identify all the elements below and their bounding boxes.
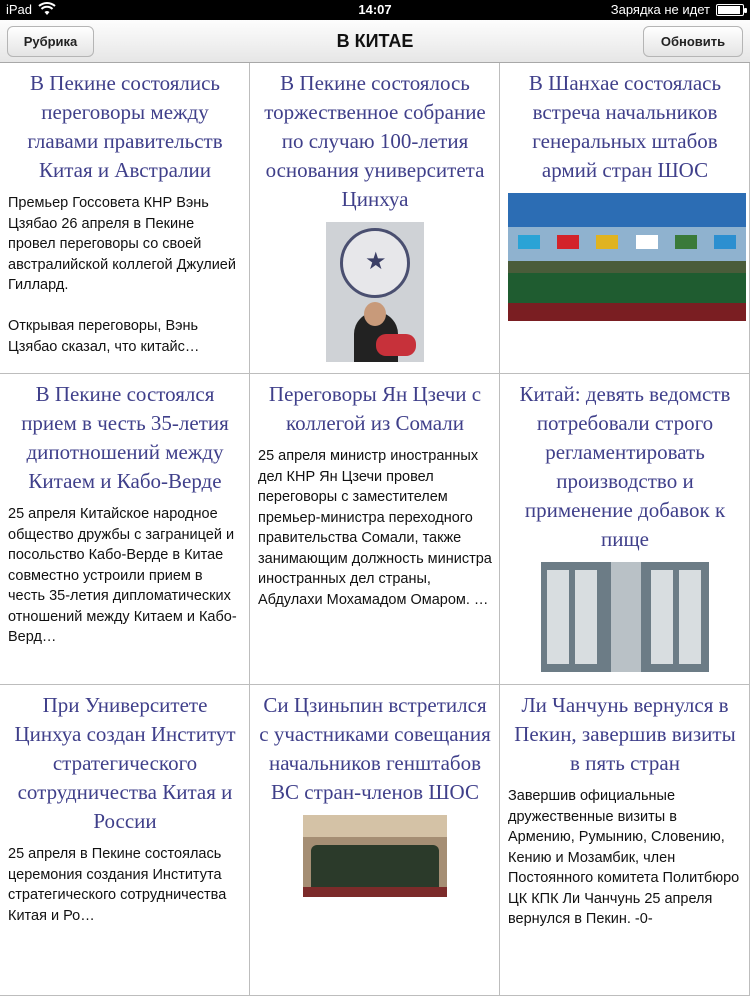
university-seal-icon <box>340 228 410 298</box>
category-button[interactable]: Рубрика <box>7 26 94 57</box>
news-headline[interactable]: В Пекине состоялся прием в честь 35-летия дипотношений между Китаем и Кабо-Верде <box>21 382 229 493</box>
news-summary: Завершив официальные дружественные визиты в Армению, Румынию, Словению, Кению и Мозамбик, член Постоянного комитета Политбюро ЦК КПК Ли Чанчунь 25 апреля вернулся в Пекин. -0- <box>508 788 740 927</box>
news-summary: 25 апреля в Пекине состоялась церемония создания Института стратегического сотрудничества Китая и Ро… <box>8 846 227 924</box>
news-headline[interactable]: В Пекине состоялось торжественное собрание по случаю 100-летия основания университета Цинхуа <box>264 71 486 211</box>
battery-level <box>718 6 740 14</box>
news-summary: Премьер Госсовета КНР Вэнь Цзябао 26 апреля в Пекине провел переговоры со своей австралийской коллегой Джулией Гиллард. Открывая переговоры, Вэнь Цзябао сказал, что китайс… <box>8 195 236 355</box>
refresh-button[interactable]: Обновить <box>643 26 743 57</box>
charging-status: Зарядка не идет <box>610 2 710 17</box>
status-time: 14:07 <box>358 2 392 17</box>
sco-meeting-photo[interactable] <box>508 193 746 321</box>
news-card[interactable] <box>500 374 750 685</box>
news-headline[interactable]: При Университете Цинхуа создан Институт стратегического сотрудничества Китая и России <box>14 693 236 833</box>
navigation-bar <box>0 20 750 63</box>
news-card[interactable] <box>500 63 750 374</box>
food-additives-lab-photo[interactable] <box>541 562 709 672</box>
news-headline[interactable]: Переговоры Ян Цзечи с коллегой из Сомали <box>268 382 482 435</box>
sco-delegates-photo[interactable] <box>303 815 447 897</box>
device-name: iPad <box>6 2 33 17</box>
status-bar <box>0 0 750 20</box>
news-summary: 25 апреля министр иностранных дел КНР Ян Цзечи провел переговоры с заместителем премьер-министра переходного правительства Сомали, также занимающим должность министра иностранных дел страны, Абдулахи Мохамадом Омаром. … <box>258 448 492 608</box>
news-card[interactable] <box>250 374 500 685</box>
news-card[interactable] <box>0 63 250 374</box>
news-headline[interactable]: В Пекине состоялись переговоры между главами правительств Китая и Австралии <box>27 71 223 182</box>
news-card[interactable] <box>0 685 250 996</box>
page-title: В КИТАЕ <box>336 31 414 51</box>
news-card[interactable] <box>0 374 250 685</box>
news-headline[interactable]: В Шанхае состоялась встреча начальников генеральных штабов армий стран ШОС <box>528 71 722 182</box>
news-card[interactable] <box>250 63 500 374</box>
news-grid <box>0 63 750 1000</box>
news-headline[interactable]: Си Цзиньпин встретился с участниками совещания начальников генштабов ВС стран-членов ШОС <box>259 693 491 804</box>
tsinghua-ceremony-photo[interactable] <box>326 222 424 362</box>
news-card[interactable] <box>500 685 750 996</box>
news-headline[interactable]: Китай: девять ведомств потребовали строго регламентировать производство и применение добавок к пище <box>519 382 731 551</box>
news-summary: 25 апреля Китайское народное общество дружбы с заграницей и посольство Кабо-Верде в Китае совместно устроили прием в честь 35-летия дипломатических отношений между Китаем и Кабо-Верд… <box>8 506 237 645</box>
news-headline[interactable]: Ли Чанчунь вернулся в Пекин, завершив визиты в пять стран <box>514 693 736 775</box>
news-card[interactable] <box>250 685 500 996</box>
battery-icon <box>716 4 744 16</box>
